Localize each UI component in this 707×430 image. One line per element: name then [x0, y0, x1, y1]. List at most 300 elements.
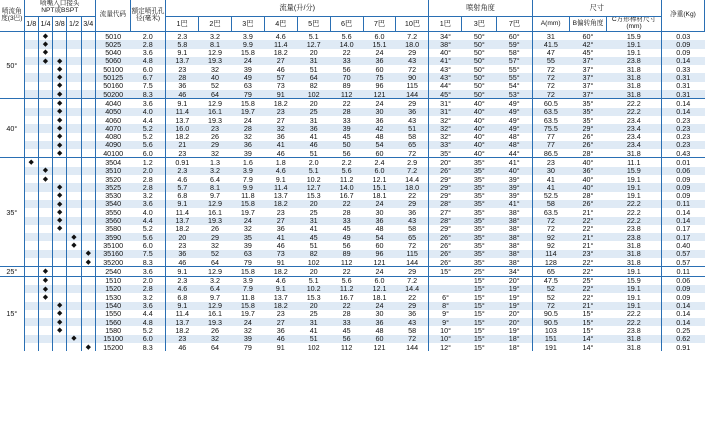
table-row	[0, 293, 705, 301]
inlet-marker	[81, 82, 95, 90]
table-cell: 26°	[569, 141, 606, 149]
inlet-marker	[53, 343, 67, 351]
table-cell: 31.8	[607, 73, 662, 81]
inlet-marker: ◆	[38, 32, 52, 41]
table-cell: 72	[532, 73, 569, 81]
inlet-marker	[53, 167, 67, 175]
table-cell: 10°	[440, 326, 452, 335]
table-cell: 0.09	[676, 191, 691, 200]
table-cell: 23	[276, 208, 285, 217]
table-cell: 9.1	[166, 200, 199, 208]
table-row	[0, 241, 705, 249]
table-cell: 47	[546, 48, 555, 57]
table-cell: 19.3	[199, 217, 232, 225]
table-cell: 39	[330, 124, 363, 132]
table-cell: 19.1	[607, 293, 662, 301]
table-cell: 55°	[497, 65, 532, 73]
table-cell: 15.8	[231, 200, 264, 208]
table-cell: 22°	[569, 217, 606, 225]
table-cell: 19.1	[607, 49, 662, 57]
table-cell: 56	[342, 241, 351, 250]
table-cell: 47.5	[532, 276, 569, 285]
inlet-marker	[24, 267, 38, 276]
table-cell: 63.5	[543, 208, 558, 217]
table-cell: 8.1	[199, 183, 232, 191]
table-cell: 19.1	[607, 267, 662, 276]
table-cell: 0.91	[166, 158, 199, 167]
inlet-marker	[81, 90, 95, 99]
inlet-marker	[67, 158, 81, 167]
inlet-marker	[81, 73, 95, 81]
dims-header: 尺寸	[532, 0, 661, 17]
inlet-marker	[24, 326, 38, 334]
table-cell: 60	[363, 335, 396, 343]
table-cell: 31.8	[607, 149, 662, 158]
inlet-marker	[38, 335, 52, 343]
inlet-marker	[67, 302, 81, 310]
table-cell: 15°	[473, 309, 485, 319]
table-cell: 25°	[569, 276, 606, 285]
inlet-marker	[38, 302, 52, 310]
inlet-marker: ◆	[67, 233, 81, 241]
table-cell: 35°	[569, 108, 606, 116]
table-cell: 72	[396, 241, 429, 249]
table-row	[0, 65, 705, 73]
table-cell: 51	[297, 335, 330, 343]
table-cell: 5.7	[166, 183, 199, 191]
table-cell: 0.14	[662, 302, 705, 310]
table-cell: 7.9	[231, 285, 264, 293]
table-cell: 121	[373, 258, 386, 267]
table-cell: 8.1	[199, 40, 232, 48]
inlet-marker	[67, 326, 81, 334]
table-cell: 58°	[497, 49, 532, 57]
table-cell: 114	[532, 250, 569, 258]
table-cell: 41	[309, 224, 318, 234]
table-cell: 18.1	[372, 191, 387, 200]
table-cell: 24	[375, 48, 384, 57]
table-cell: 5.6	[131, 233, 166, 241]
table-cell: 40°	[462, 108, 497, 116]
inlet-marker: ◆	[24, 158, 38, 167]
table-cell: 48	[375, 132, 384, 141]
table-cell: 23	[166, 335, 199, 343]
table-cell: 13.7	[175, 115, 190, 125]
table-cell: 0.31	[676, 81, 691, 91]
table-cell: 10.2	[297, 285, 330, 293]
table-cell: 43	[396, 318, 429, 326]
table-cell: 23.8	[607, 225, 662, 233]
table-row	[0, 318, 705, 326]
table-cell: 7.2	[396, 276, 429, 285]
table-cell: 35	[231, 233, 264, 241]
table-row	[0, 133, 705, 141]
table-cell: 11.2	[330, 285, 363, 293]
table-cell: 39°	[497, 175, 532, 183]
table-cell: 102	[307, 258, 320, 267]
table-cell: 19.3	[199, 57, 232, 65]
table-cell: 0.09	[662, 285, 705, 293]
inlet-marker	[67, 108, 81, 116]
table-cell: 31.8	[607, 250, 662, 258]
table-cell: 96	[375, 81, 384, 91]
table-cell: 30	[375, 309, 384, 319]
table-cell: 5040	[105, 48, 122, 57]
inlet-marker: ◆	[53, 124, 67, 132]
table-cell: 112	[330, 90, 363, 99]
table-cell: 50160	[103, 81, 124, 91]
table-cell: 6.8	[177, 191, 188, 200]
table-cell: 19.1	[607, 302, 662, 310]
table-cell: 18.2	[175, 224, 190, 234]
table-cell: 29°	[429, 183, 462, 191]
inlet-marker	[81, 183, 95, 191]
inlet-marker: ◆	[53, 318, 67, 326]
table-cell: 23°	[569, 250, 606, 258]
table-cell: 0.43	[676, 149, 691, 158]
table-cell: 35°	[473, 258, 485, 267]
table-cell: 2.3	[166, 276, 199, 285]
table-cell: 8°	[429, 302, 462, 310]
table-cell: 5.6	[131, 141, 166, 149]
inlet-marker	[53, 258, 67, 267]
table-cell: 63	[243, 81, 252, 91]
table-cell: 55°	[497, 73, 532, 81]
table-cell: 91	[264, 90, 297, 99]
table-cell: 3.6	[131, 302, 166, 310]
table-cell: 41	[532, 183, 569, 191]
inlet-marker	[67, 310, 81, 318]
inlet-marker: ◆	[38, 276, 52, 285]
inlet-marker	[67, 167, 81, 175]
table-cell: 35°	[473, 208, 485, 217]
table-cell: 0.31	[662, 90, 705, 99]
table-cell: 8.3	[131, 258, 166, 267]
table-cell: 31.8	[607, 241, 662, 249]
table-cell: 31°	[429, 108, 462, 116]
inlet-marker: ◆	[38, 175, 52, 183]
table-cell: 63	[231, 250, 264, 258]
inlet-marker	[38, 192, 52, 200]
table-cell: 23.8	[607, 326, 662, 334]
table-cell: 19.1	[607, 40, 662, 48]
table-cell	[429, 285, 462, 293]
table-cell: 31	[546, 31, 555, 41]
table-cell: 15°	[582, 309, 594, 319]
table-cell: 40°	[440, 48, 452, 57]
table-cell: 9.9	[231, 40, 264, 48]
table-cell: 43	[396, 217, 429, 225]
table-cell: 1580	[105, 326, 122, 335]
table-row	[0, 250, 705, 258]
table-cell: 60	[375, 241, 384, 250]
table-cell: 29	[396, 267, 429, 276]
table-cell: 57°	[497, 57, 532, 65]
inlet-marker	[67, 200, 81, 208]
table-cell: 19°	[497, 285, 532, 293]
dim-c-header: C方形棒材尺寸(mm)	[607, 17, 662, 32]
table-cell: 50°	[473, 31, 485, 41]
table-cell: 40°	[497, 167, 532, 175]
table-cell: 3525	[95, 183, 130, 191]
pressure-col: 1巴	[166, 17, 199, 32]
table-cell: 45°	[429, 90, 462, 99]
table-cell: 31	[309, 115, 318, 125]
table-cell: 27	[264, 57, 297, 65]
table-cell: 19°	[497, 326, 532, 334]
table-cell: 92	[546, 241, 555, 250]
table-cell: 4080	[105, 132, 122, 141]
table-cell: 27	[264, 217, 297, 225]
table-cell: 28	[342, 309, 351, 319]
inlet-marker	[24, 208, 38, 216]
table-cell: 15°	[462, 276, 497, 285]
table-cell: 7.5	[131, 250, 166, 258]
inlet-marker	[38, 116, 52, 124]
table-cell: 4.6	[177, 175, 188, 184]
table-cell: 31	[297, 57, 330, 65]
inlet-marker	[81, 241, 95, 249]
angle-pressure-col: 7巴	[497, 17, 532, 32]
inlet-marker: ◆	[38, 267, 52, 276]
inlet-marker	[38, 73, 52, 81]
table-cell: 40°	[462, 124, 497, 132]
table-cell: 65	[396, 141, 429, 149]
table-cell: 0.01	[662, 158, 705, 167]
table-cell: 39	[243, 65, 252, 74]
table-cell: 75	[363, 73, 396, 81]
table-cell: 72	[396, 335, 429, 343]
table-cell: 19.1	[607, 175, 662, 183]
table-cell: 15.9	[607, 276, 662, 285]
table-cell: 22.2	[607, 217, 662, 225]
table-row	[0, 233, 705, 241]
table-row	[0, 335, 705, 343]
table-cell: 144	[396, 90, 429, 99]
inlet-marker: ◆	[67, 241, 81, 249]
inlet-marker	[81, 200, 95, 208]
table-cell: 36	[363, 318, 396, 326]
table-cell: 32	[210, 149, 219, 158]
table-cell: 90	[396, 73, 429, 81]
table-cell: 21	[166, 141, 199, 149]
inlet-marker	[38, 258, 52, 267]
table-cell: 28°	[429, 200, 462, 208]
inlet-marker	[81, 124, 95, 132]
table-cell: 19°	[497, 302, 532, 310]
table-row	[0, 326, 705, 334]
table-cell: 22	[330, 99, 363, 108]
table-cell: 11.4	[166, 108, 199, 116]
table-row	[0, 57, 705, 65]
table-cell: 151	[532, 335, 569, 343]
inlet-marker	[24, 40, 38, 48]
table-cell: 1530	[105, 293, 122, 302]
table-cell: 36	[276, 224, 285, 234]
table-cell: 15.8	[231, 99, 264, 108]
table-cell: 23	[264, 108, 297, 116]
inlet-marker	[38, 183, 52, 191]
table-cell: 0.23	[662, 124, 705, 132]
table-cell: 31.8	[607, 82, 662, 90]
table-cell: 18.2	[273, 48, 288, 57]
table-cell: 41	[309, 326, 318, 335]
angle-pressure-col: 1巴	[429, 17, 462, 32]
inlet-marker: ◆	[53, 108, 67, 116]
table-cell: 46	[166, 90, 199, 99]
table-cell: 2.9	[396, 158, 429, 167]
table-cell: 3.2	[209, 31, 220, 41]
table-cell: 15.8	[231, 267, 264, 276]
inlet-marker	[38, 208, 52, 216]
inlet-marker	[24, 73, 38, 81]
table-cell: 11.8	[241, 191, 255, 200]
table-cell: 26°	[429, 167, 462, 175]
table-cell: 73	[264, 250, 297, 258]
table-cell: 9.1	[275, 175, 286, 184]
table-cell: 48°	[497, 133, 532, 141]
table-cell: 6.8	[177, 293, 188, 302]
table-cell: 33	[330, 217, 363, 225]
table-row	[0, 124, 705, 132]
table-cell: 3550	[105, 208, 122, 217]
table-row	[0, 217, 705, 225]
inlet-header: 喷嘴入口接头 NPT或BSPT	[24, 0, 95, 17]
inlet-marker	[53, 293, 67, 301]
table-cell: 63.5	[532, 108, 569, 116]
table-cell: 3.6	[131, 99, 166, 108]
table-cell: 29°	[440, 224, 452, 234]
table-row	[0, 267, 705, 276]
table-cell: 36	[363, 217, 396, 225]
inlet-marker	[67, 149, 81, 158]
table-cell: 41°	[429, 57, 462, 65]
table-cell: 23.8	[607, 233, 662, 241]
table-cell: 49°	[497, 108, 532, 116]
table-cell: 50100	[103, 65, 124, 74]
table-cell: 12°	[440, 342, 452, 352]
table-cell: 50200	[95, 90, 130, 99]
table-cell: 45	[297, 233, 330, 241]
inlet-marker	[24, 225, 38, 233]
table-cell: 35°	[473, 175, 485, 184]
table-row	[0, 108, 705, 116]
inlet-marker	[81, 167, 95, 175]
inlet-marker	[38, 108, 52, 116]
table-cell: 35°	[462, 233, 497, 241]
table-cell: 51	[309, 65, 318, 74]
table-cell: 5.1	[297, 276, 330, 285]
table-cell: 4070	[95, 124, 130, 132]
table-cell: 14.0	[330, 40, 363, 48]
table-cell: 49°	[497, 116, 532, 124]
table-cell: 45°	[582, 48, 594, 57]
table-cell: 55	[532, 57, 569, 65]
table-cell: 10°	[429, 335, 462, 343]
table-cell: 6.0	[131, 241, 166, 249]
table-cell: 72	[396, 65, 429, 73]
table-cell: 40100	[103, 149, 124, 158]
inlet-marker: ◆	[67, 335, 81, 343]
inlet-marker: ◆	[53, 57, 67, 65]
table-row	[0, 285, 705, 293]
table-cell: 50°	[473, 48, 485, 57]
table-cell: 15.9	[607, 32, 662, 41]
inlet-marker	[81, 40, 95, 48]
table-cell: 28	[330, 108, 363, 116]
table-cell: 2.3	[177, 31, 188, 41]
inlet-marker	[81, 192, 95, 200]
table-cell: 0.17	[676, 224, 691, 234]
inlet-marker	[67, 82, 81, 90]
table-cell: 22°	[569, 267, 606, 276]
table-cell: 5.6	[330, 167, 363, 175]
table-cell: 24	[363, 267, 396, 276]
table-cell: 23.8	[607, 57, 662, 65]
table-cell: 29°	[569, 124, 606, 132]
table-cell: 27	[276, 115, 285, 125]
inlet-marker	[24, 335, 38, 343]
inlet-marker	[24, 32, 38, 41]
table-cell: 58	[396, 225, 429, 233]
table-cell: 52	[210, 81, 219, 91]
table-cell: 41.5	[532, 40, 569, 48]
table-row	[0, 167, 705, 175]
table-cell: 0.14	[662, 108, 705, 116]
inlet-marker	[67, 258, 81, 267]
table-cell: 3504	[95, 158, 130, 167]
table-cell: 22.2	[607, 200, 662, 208]
table-cell: 2.0	[131, 276, 166, 285]
table-cell: 115	[396, 82, 429, 90]
table-cell: 29°	[440, 191, 452, 200]
table-cell: 18.2	[264, 267, 297, 276]
inlet-marker	[53, 250, 67, 258]
table-cell: 11.4	[264, 40, 297, 48]
inlet-marker	[24, 276, 38, 285]
table-cell: 24	[363, 99, 396, 108]
table-cell: 43	[396, 57, 429, 65]
table-cell: 0.57	[662, 250, 705, 258]
table-cell: 0.11	[662, 267, 705, 276]
table-cell: 30	[532, 167, 569, 175]
table-cell: 72	[546, 65, 555, 74]
inlet-marker	[24, 141, 38, 149]
table-cell: 38°	[429, 40, 462, 48]
table-cell: 0.33	[676, 65, 691, 74]
inlet-marker	[81, 326, 95, 334]
table-cell: 72	[546, 224, 555, 234]
table-cell: 18.2	[264, 99, 297, 108]
table-cell: 22	[330, 302, 363, 310]
table-cell: 36	[396, 310, 429, 318]
table-cell: 121	[363, 90, 396, 99]
table-cell: 23.4	[607, 133, 662, 141]
table-cell: 0.09	[662, 183, 705, 191]
table-row	[0, 149, 705, 158]
inlet-marker	[24, 343, 38, 351]
table-cell: 35°	[462, 217, 497, 225]
table-cell: 59°	[497, 40, 532, 48]
table-cell: 77	[532, 141, 569, 149]
table-cell: 3510	[95, 167, 130, 175]
inlet-marker	[67, 99, 81, 108]
table-cell: 4.0	[131, 208, 166, 216]
table-row	[0, 183, 705, 191]
table-cell: 20°	[497, 276, 532, 285]
table-cell: 7.2	[396, 167, 429, 175]
table-cell: 15°	[462, 335, 497, 343]
